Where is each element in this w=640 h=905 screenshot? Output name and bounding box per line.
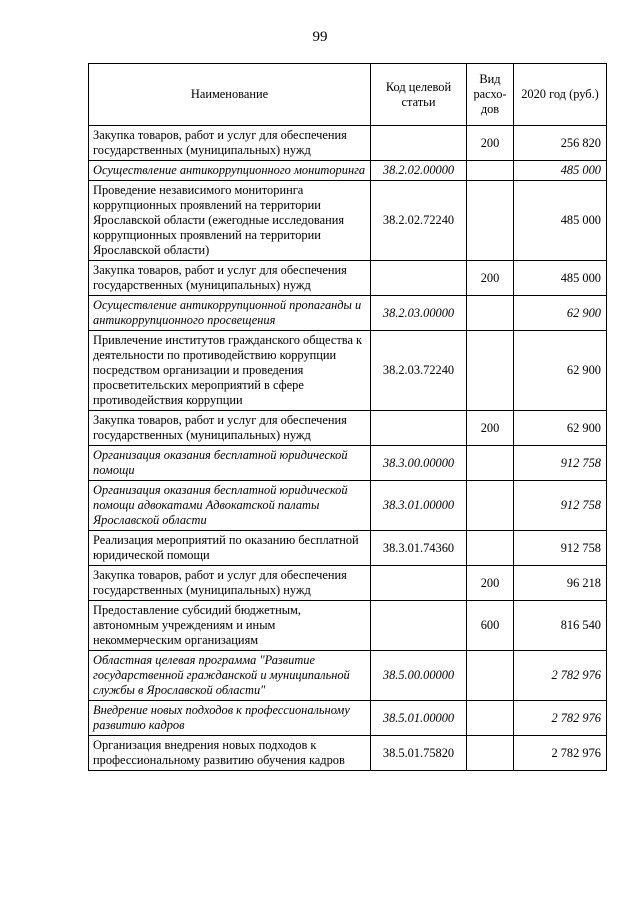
row-amount-cell: 62 900	[514, 296, 607, 331]
page-number: 99	[312, 29, 328, 45]
row-amount-cell: 2 782 976	[514, 736, 607, 771]
row-expense-type-cell	[467, 481, 514, 531]
table-row	[89, 651, 607, 701]
table-row	[89, 736, 607, 771]
row-expense-type-cell	[467, 446, 514, 481]
budget-table	[88, 63, 607, 771]
table-row	[89, 446, 607, 481]
row-name-cell: Областная целевая программа "Развитие государственной гражданской и муниципальной службы в Ярославской области"	[89, 651, 371, 701]
row-amount-cell: 485 000	[514, 261, 607, 296]
header-amount: 2020 год (руб.)	[514, 64, 607, 126]
table-row	[89, 261, 607, 296]
row-code-cell: 38.5.00.00000	[371, 651, 467, 701]
table-row	[89, 601, 607, 651]
row-expense-type-cell: 200	[467, 261, 514, 296]
row-amount-cell: 912 758	[514, 446, 607, 481]
row-name-cell: Реализация мероприятий по оказанию бесплатной юридической помощи	[89, 531, 371, 566]
row-amount-cell: 485 000	[514, 161, 607, 181]
row-code-cell: 38.3.01.00000	[371, 481, 467, 531]
table-header	[89, 64, 607, 126]
row-expense-type-cell: 200	[467, 411, 514, 446]
row-amount-cell: 96 218	[514, 566, 607, 601]
row-amount-cell: 912 758	[514, 531, 607, 566]
row-name-cell: Внедрение новых подходов к профессиональному развитию кадров	[89, 701, 371, 736]
row-expense-type-cell	[467, 701, 514, 736]
table-row	[89, 701, 607, 736]
row-code-cell: 38.2.02.72240	[371, 181, 467, 261]
table-row	[89, 566, 607, 601]
row-name-cell: Закупка товаров, работ и услуг для обеспечения государственных (муниципальных) нужд	[89, 261, 371, 296]
row-name-cell: Привлечение институтов гражданского общества к деятельности по противодействию коррупции посредством организации и проведения просветительских мероприятий в сфере противодействия коррупции	[89, 331, 371, 411]
row-code-cell: 38.2.03.00000	[371, 296, 467, 331]
header-name: Наименование	[89, 64, 371, 126]
row-expense-type-cell	[467, 736, 514, 771]
row-code-cell	[371, 126, 467, 161]
row-name-cell: Осуществление антикоррупционной пропаганды и антикоррупционного просвещения	[89, 296, 371, 331]
row-name-cell: Организация оказания бесплатной юридической помощи адвокатами Адвокатской палаты Ярославской области	[89, 481, 371, 531]
table-row	[89, 411, 607, 446]
row-code-cell: 38.2.03.72240	[371, 331, 467, 411]
row-amount-cell: 256 820	[514, 126, 607, 161]
row-name-cell: Организация оказания бесплатной юридической помощи	[89, 446, 371, 481]
row-code-cell	[371, 566, 467, 601]
row-expense-type-cell	[467, 161, 514, 181]
row-amount-cell: 62 900	[514, 331, 607, 411]
row-name-cell: Закупка товаров, работ и услуг для обеспечения государственных (муниципальных) нужд	[89, 126, 371, 161]
table-body	[89, 126, 607, 771]
row-expense-type-cell	[467, 296, 514, 331]
row-code-cell: 38.3.01.74360	[371, 531, 467, 566]
table-row	[89, 161, 607, 181]
row-expense-type-cell	[467, 331, 514, 411]
table-row	[89, 531, 607, 566]
table-row	[89, 126, 607, 161]
row-name-cell: Проведение независимого мониторинга коррупционных проявлений на территории Ярославской области (ежегодные исследования коррупционных проявлений на территории Ярославской области)	[89, 181, 371, 261]
table-row	[89, 481, 607, 531]
row-amount-cell: 485 000	[514, 181, 607, 261]
row-expense-type-cell: 200	[467, 126, 514, 161]
row-code-cell	[371, 601, 467, 651]
row-code-cell	[371, 261, 467, 296]
row-name-cell: Закупка товаров, работ и услуг для обеспечения государственных (муниципальных) нужд	[89, 566, 371, 601]
row-name-cell: Осуществление антикоррупционного мониторинга	[89, 161, 371, 181]
row-amount-cell: 912 758	[514, 481, 607, 531]
table-row	[89, 296, 607, 331]
row-code-cell: 38.5.01.00000	[371, 701, 467, 736]
row-expense-type-cell	[467, 651, 514, 701]
row-name-cell: Закупка товаров, работ и услуг для обеспечения государственных (муниципальных) нужд	[89, 411, 371, 446]
row-amount-cell: 816 540	[514, 601, 607, 651]
header-expense-type: Вид расхо-дов	[467, 64, 514, 126]
row-expense-type-cell: 200	[467, 566, 514, 601]
row-code-cell: 38.2.02.00000	[371, 161, 467, 181]
row-name-cell: Предоставление субсидий бюджетным, автономным учреждениям и иным некоммерческим организациям	[89, 601, 371, 651]
row-code-cell	[371, 411, 467, 446]
row-code-cell: 38.3.00.00000	[371, 446, 467, 481]
row-code-cell: 38.5.01.75820	[371, 736, 467, 771]
row-expense-type-cell: 600	[467, 601, 514, 651]
table-row	[89, 181, 607, 261]
row-amount-cell: 62 900	[514, 411, 607, 446]
row-expense-type-cell	[467, 181, 514, 261]
row-expense-type-cell	[467, 531, 514, 566]
table-row	[89, 331, 607, 411]
row-name-cell: Организация внедрения новых подходов к профессиональному развитию обучения кадров	[89, 736, 371, 771]
row-amount-cell: 2 782 976	[514, 701, 607, 736]
row-amount-cell: 2 782 976	[514, 651, 607, 701]
header-code: Код целевой статьи	[371, 64, 467, 126]
